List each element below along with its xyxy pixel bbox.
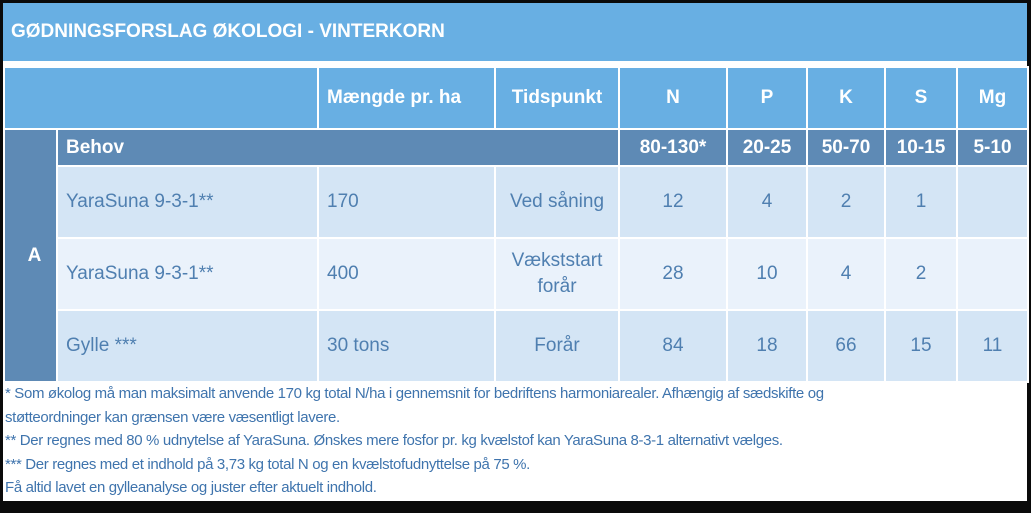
table-title: GØDNINGSFORSLAG ØKOLOGI - VINTERKORN xyxy=(3,3,1027,61)
product-cell: YaraSuna 9-3-1** xyxy=(57,166,318,238)
timing-cell: Ved såning xyxy=(495,166,619,238)
header-s: S xyxy=(885,67,957,129)
table-row xyxy=(4,238,1028,310)
header-mg: Mg xyxy=(957,67,1028,129)
n-cell: 28 xyxy=(619,238,727,310)
header-p: P xyxy=(727,67,807,129)
s-cell: 1 xyxy=(885,166,957,238)
k-cell: 4 xyxy=(807,238,885,310)
product-cell: YaraSuna 9-3-1** xyxy=(57,238,318,310)
p-cell: 18 xyxy=(727,310,807,382)
s-cell: 2 xyxy=(885,238,957,310)
header-blank xyxy=(4,67,318,129)
footnote-1-cont: støtteordninger kan grænsen være væsentligt lavere. xyxy=(5,408,340,426)
requirement-mg: 5-10 xyxy=(957,129,1028,166)
requirement-label: Behov xyxy=(57,129,619,166)
n-cell: 12 xyxy=(619,166,727,238)
k-cell: 2 xyxy=(807,166,885,238)
amount-cell: 170 xyxy=(318,166,495,238)
group-label: A xyxy=(4,129,57,382)
footnote-3: *** Der regnes med et indhold på 3,73 kg total N og en kvælstofudnyttelse på 75 %. xyxy=(5,455,530,473)
timing-cell: Forår xyxy=(495,310,619,382)
p-cell: 4 xyxy=(727,166,807,238)
s-cell: 15 xyxy=(885,310,957,382)
n-cell: 84 xyxy=(619,310,727,382)
header-timing: Tidspunkt xyxy=(495,67,619,129)
amount-cell: 30 tons xyxy=(318,310,495,382)
requirement-n: 80-130* xyxy=(619,129,727,166)
mg-cell: 11 xyxy=(957,310,1028,382)
requirement-k: 50-70 xyxy=(807,129,885,166)
header-n: N xyxy=(619,67,727,129)
p-cell: 10 xyxy=(727,238,807,310)
header-k: K xyxy=(807,67,885,129)
fertilizer-table-panel xyxy=(3,3,1027,501)
mg-cell xyxy=(957,166,1028,238)
table-row xyxy=(4,166,1028,238)
requirement-s: 10-15 xyxy=(885,129,957,166)
footnotes xyxy=(5,382,1023,500)
table-row xyxy=(4,310,1028,382)
k-cell: 66 xyxy=(807,310,885,382)
product-cell: Gylle *** xyxy=(57,310,318,382)
timing-cell: Vækststart forår xyxy=(495,238,619,310)
fertilizer-table xyxy=(3,66,1029,383)
footnote-1: * Som økolog må man maksimalt anvende 170 kg total N/ha i gennemsnit for bedriftens harmoniarealer. Afhængig af sædskifte og xyxy=(5,385,824,402)
header-row xyxy=(4,67,1028,129)
footnote-2: ** Der regnes med 80 % udnytelse af YaraSuna. Ønskes mere fosfor pr. kg kvælstof kan YaraSuna 8-3-1 alternativt vælges. xyxy=(5,432,783,450)
amount-cell: 400 xyxy=(318,238,495,310)
requirement-p: 20-25 xyxy=(727,129,807,166)
mg-cell xyxy=(957,238,1028,310)
footnote-4: Få altid lavet en gylleanalyse og juster efter aktuelt indhold. xyxy=(5,479,377,497)
requirement-row xyxy=(4,129,1028,166)
header-amount: Mængde pr. ha xyxy=(318,67,495,129)
